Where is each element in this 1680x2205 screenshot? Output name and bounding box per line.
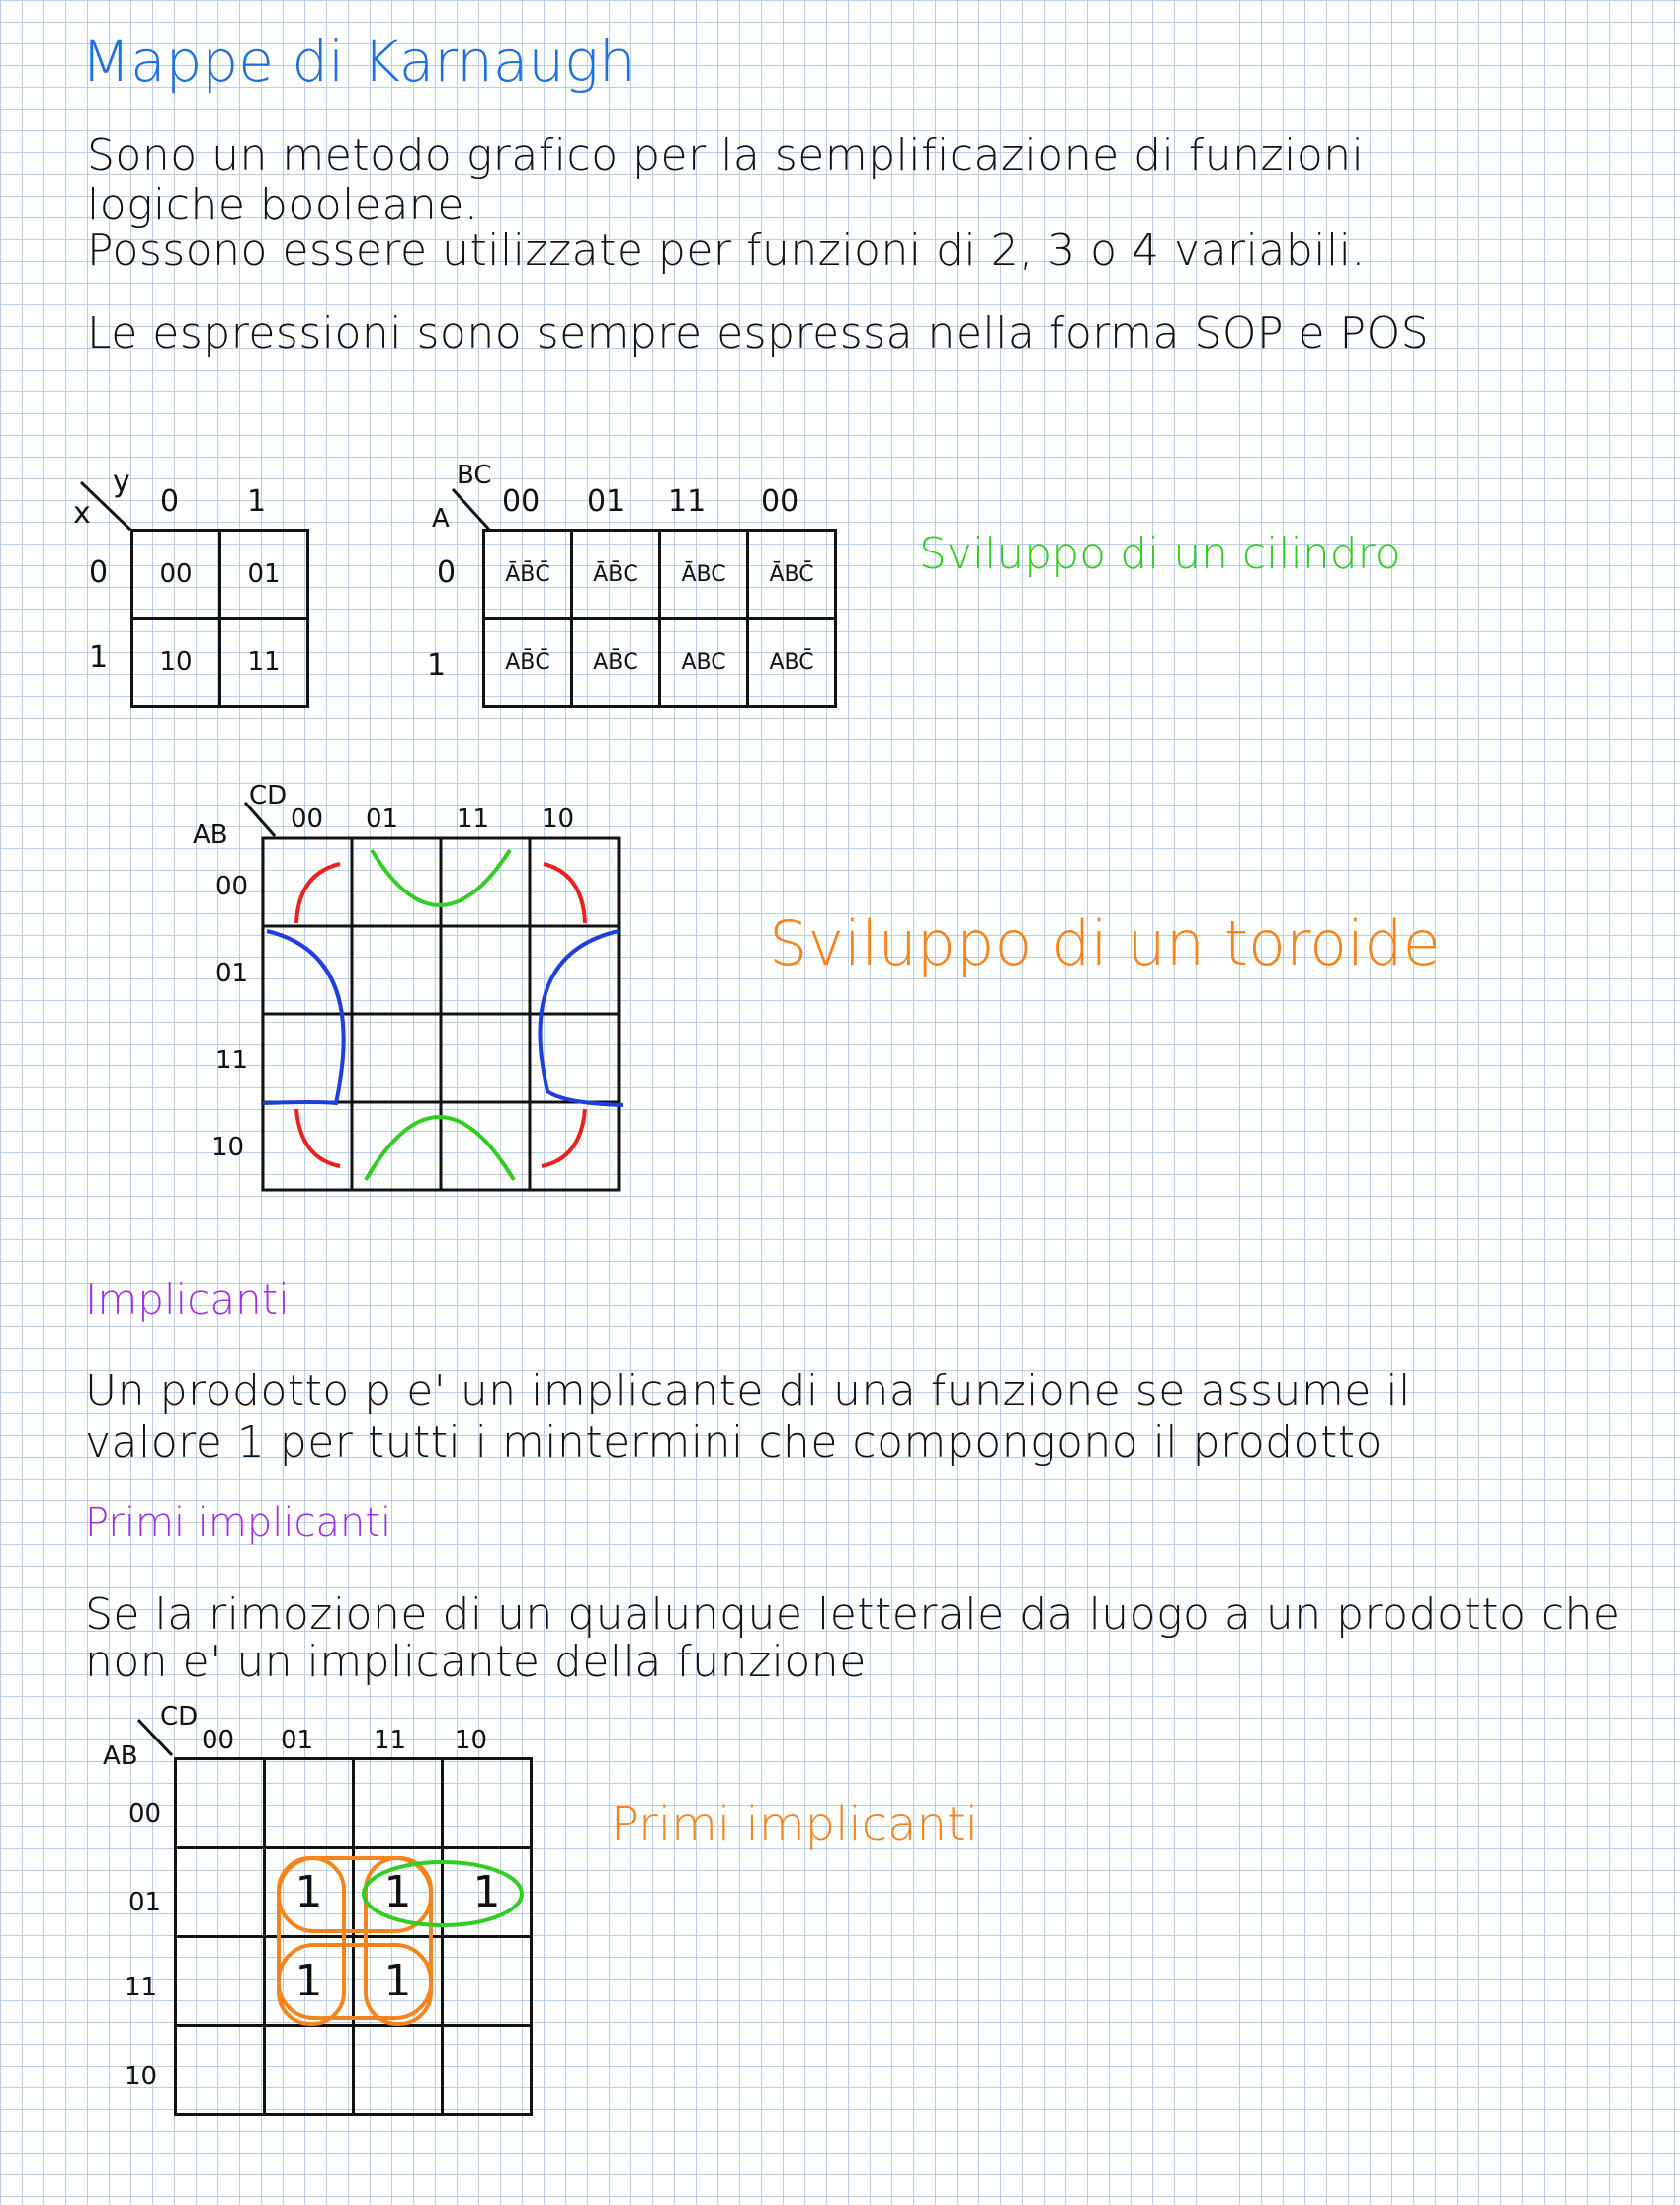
prime-cell: 1 xyxy=(354,1848,443,1937)
prime-cell: 1 xyxy=(443,1848,532,1937)
map3-cell: ĀB̄C xyxy=(572,531,660,619)
prime-col-header-1: 01 xyxy=(281,1726,314,1755)
prime-implicants-heading: Primi implicanti xyxy=(85,1500,392,1546)
prime-groupings xyxy=(174,1757,538,2121)
toroid-row-header-3: 10 xyxy=(211,1133,245,1162)
toroid-row-header-1: 01 xyxy=(215,959,249,988)
prime-row-header-3: 10 xyxy=(125,2062,158,2091)
group-orange-col11 xyxy=(366,1858,431,2024)
prime-implicants-line-2: non e' un implicante della funzione xyxy=(85,1637,867,1687)
map3-cell: ĀB̄C̄ xyxy=(484,531,572,619)
toroid-caption: Sviluppo di un toroide xyxy=(769,907,1441,979)
prime-col-header-3: 10 xyxy=(455,1726,488,1755)
prime-col-header-0: 00 xyxy=(202,1726,235,1755)
group-orange-row11 xyxy=(279,1945,431,2018)
map2-cell: 11 xyxy=(220,619,308,707)
toroid-col-header-3: 10 xyxy=(542,805,575,834)
prime-cell: 1 xyxy=(265,1937,354,2026)
toroid-row-header-2: 11 xyxy=(215,1046,249,1075)
map3-row-header-1: 1 xyxy=(427,648,447,683)
prime-row-var: AB xyxy=(103,1741,138,1771)
map2-col-header-1: 1 xyxy=(247,484,267,519)
prime-row-header-1: 01 xyxy=(128,1888,162,1917)
map2-row-header-1: 1 xyxy=(89,640,109,675)
map3-grid xyxy=(482,529,837,708)
intro-line-2: logiche booleane. xyxy=(87,180,479,230)
map3-cell: ABC xyxy=(660,619,748,707)
toroid-col-header-2: 11 xyxy=(457,805,490,834)
map2-col-header-0: 0 xyxy=(160,484,180,519)
map2-row-header-0: 0 xyxy=(89,555,109,590)
map3-col-header-3: 00 xyxy=(761,484,799,519)
toroid-col-header-1: 01 xyxy=(366,805,399,834)
toroid-row-header-0: 00 xyxy=(215,872,249,901)
map3-row-header-0: 0 xyxy=(437,555,457,590)
intro-line-4: Le espressioni sono sempre espressa nella forma SOP e POS xyxy=(87,308,1430,359)
map3-col-header-1: 01 xyxy=(587,484,626,519)
map3-col-header-0: 00 xyxy=(502,484,541,519)
group-orange-col01 xyxy=(279,1858,344,2024)
prime-col-header-2: 11 xyxy=(374,1726,407,1755)
toroid-row-var: AB xyxy=(193,820,228,850)
page-title: Mappe di Karnaugh xyxy=(81,28,635,95)
map2-cell: 01 xyxy=(220,531,308,619)
map3-row-var: A xyxy=(432,504,450,534)
map3-cell: AB̄C xyxy=(572,619,660,707)
map2-row-var: x xyxy=(73,496,91,531)
map3-cell: ABC̄ xyxy=(748,619,836,707)
intro-line-1: Sono un metodo grafico per la semplificazione di funzioni xyxy=(87,130,1365,181)
implicants-line-2: valore 1 per tutti i mintermini che compongono il prodotto xyxy=(85,1417,1383,1468)
map2-grid xyxy=(130,529,309,708)
toroid-col-header-0: 00 xyxy=(291,805,324,834)
map3-cell: ĀBC̄ xyxy=(748,531,836,619)
group-green-row01 xyxy=(364,1862,522,1925)
implicants-line-1: Un prodotto p e' un implicante di una funzione se assume il xyxy=(85,1366,1411,1416)
implicants-heading: Implicanti xyxy=(85,1275,290,1323)
map2-cell: 00 xyxy=(132,531,220,619)
prime-row-header-2: 11 xyxy=(125,1973,158,2002)
toroid-col-var: CD xyxy=(249,781,288,810)
toroid-horizontal-arcs xyxy=(263,931,623,1105)
map3-col-header-2: 11 xyxy=(668,484,707,519)
prime-cell: 1 xyxy=(265,1848,354,1937)
map3-col-var: BC xyxy=(457,461,492,490)
prime-implicants-line-1: Se la rimozione di un qualunque letterale da luogo a un prodotto che xyxy=(85,1589,1621,1640)
map3-cell: AB̄C̄ xyxy=(484,619,572,707)
intro-line-3: Possono essere utilizzate per funzioni di 2, 3 o 4 variabili. xyxy=(87,225,1366,276)
toroid-grid xyxy=(261,836,622,1192)
map3-caption: Sviluppo di un cilindro xyxy=(919,529,1401,579)
map3-cell: ĀBC xyxy=(660,531,748,619)
prime-cell: 1 xyxy=(354,1937,443,2026)
map2-col-var: y xyxy=(113,465,130,499)
prime-col-var: CD xyxy=(160,1702,199,1732)
map2-cell: 10 xyxy=(132,619,220,707)
prime-row-header-0: 00 xyxy=(128,1799,162,1828)
prime-caption: Primi implicanti xyxy=(611,1797,979,1852)
